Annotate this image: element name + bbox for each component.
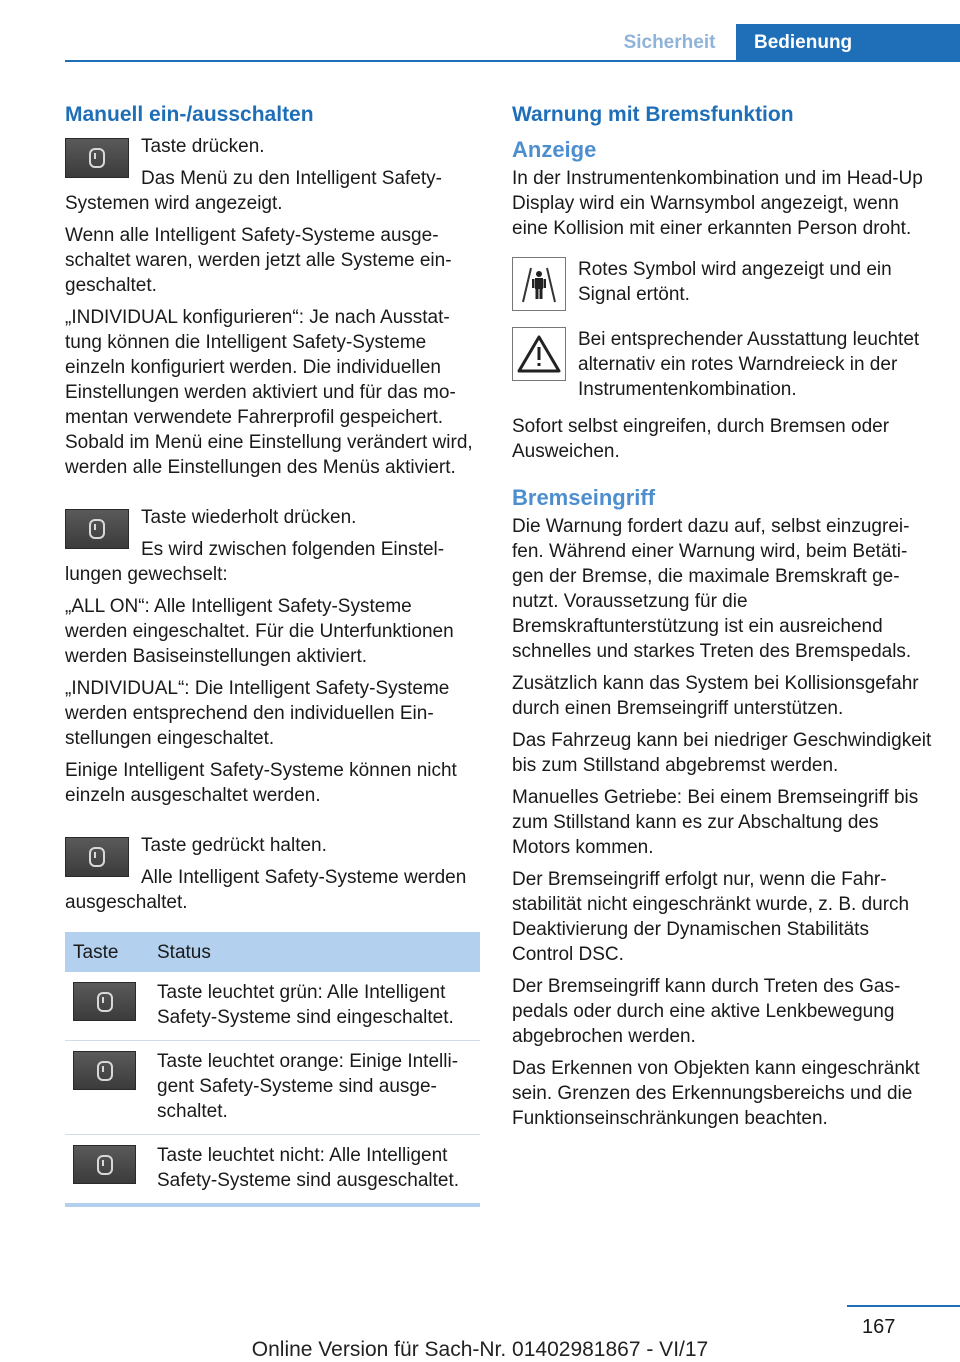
instruction-hold-result: Alle Intelligent Safety-Systeme werden ausgeschaltet. [65, 867, 467, 913]
paragraph: Der Bremseingriff erfolgt nur, wenn die Fahrstabilität nicht eingeschränkt wurde, z. B. durch Deaktivierung der Dynamischen Stabilitäts Control DSC. [512, 869, 910, 965]
right-column [512, 100, 932, 1138]
table-row [65, 1041, 480, 1135]
paragraph: Der Bremseingriff kann durch Treten des Gaspedals oder durch eine aktive Lenkbewegung abgebrochen werden. [512, 976, 901, 1047]
paragraph: Zusätzlich kann das System bei Kollisionsgefahr durch einen Bremseingriff unterstützen. [512, 673, 919, 719]
header-rule [65, 60, 960, 62]
table-cell-status: Taste leuchtet grün: Alle Intelligent Safety-Systeme sind eingeschaltet. [149, 972, 480, 1041]
key-block-hold [65, 833, 478, 922]
instruction-press-result: Das Menü zu den Intelligent Safety-Systemen wird angezeigt. [65, 168, 443, 214]
symbol-triangle-text: Bei entsprechender Ausstattung leuchtet alternativ ein rotes Warndreieck in der Instrumentenkombination. [578, 329, 920, 400]
table-row [65, 1135, 480, 1206]
heading-warnung: Warnung mit Bremsfunktion [512, 103, 794, 126]
symbol-person-text: Rotes Symbol wird angezeigt und ein Signal ertönt. [578, 259, 892, 305]
safety-button-icon [65, 138, 129, 178]
paragraph: Einige Intelligent Safety-Systeme können nicht einzeln ausgeschaltet werden. [65, 760, 457, 806]
person-warning-icon [512, 257, 566, 311]
footer-rule [847, 1305, 960, 1307]
header-tab-sicherheit[interactable]: Sicherheit [623, 32, 716, 53]
subheading-anzeige: Anzeige [512, 137, 597, 162]
table-cell-status: Taste leuchtet nicht: Alle Intelligent Safety-Systeme sind ausgeschaltet. [149, 1135, 480, 1206]
paragraph: Die Warnung fordert dazu auf, selbst einzugreifen. Während einer Warnung wird, beim Betätigen der Bremse, die maximale Bremskraft genutzt. Voraussetzung für die Bremskraftunterstützung ist ein ausreichend schnelles und starkes Treten des Bremspedals. [512, 516, 912, 662]
key-block-repeat [65, 505, 478, 594]
safety-button-icon [65, 837, 129, 877]
table-cell-status: Taste leuchtet orange: Einige Intelligent Safety-Systeme sind ausgeschaltet. [149, 1041, 480, 1135]
subheading-bremseingriff: Bremseingriff [512, 485, 656, 510]
instruction-press: Taste drücken. [141, 136, 265, 157]
safety-button-icon [73, 1145, 136, 1184]
paragraph: Das Erkennen von Objekten kann eingeschränkt sein. Grenzen des Erkennungsbereichs und die Funktionseinschränkungen beachten. [512, 1058, 920, 1129]
instruction-repeat-result: Es wird zwischen folgenden Einstellungen gewechselt: [65, 539, 445, 585]
safety-button-icon [73, 1051, 136, 1090]
table-row [65, 972, 480, 1041]
paragraph: Sofort selbst eingreifen, durch Bremsen oder Ausweichen. [512, 416, 890, 462]
paragraph: „INDIVIDUAL“: Die Intelligent Safety-Systeme werden entsprechend den individuellen Einstellungen eingeschaltet. [65, 678, 450, 749]
warning-triangle-icon [512, 327, 566, 381]
safety-button-icon [65, 509, 129, 549]
safety-button-icon [73, 982, 136, 1021]
symbol-row-triangle [512, 327, 932, 402]
table-header-taste: Taste [65, 932, 149, 972]
paragraph: In der Instrumentenkombination und im Head-Up Display wird ein Warnsymbol angezeigt, wenn eine Kollision mit einer erkannten Person droht. [512, 168, 923, 239]
paragraph: „INDIVIDUAL konfigurieren“: Je nach Ausstattung können die Intelligent Safety-Systeme einzeln konfiguriert werden. Die individuellen Einstellungen werden aktiviert und für das momentan verwendete Fahrerprofil gespeichert. Sobald im Menü eine Einstellung verändert wird, werden alle Einstellungen des Menüs aktiviert. [65, 307, 473, 478]
paragraph: Manuelles Getriebe: Bei einem Bremseingriff bis zum Stillstand kann es zur Abschaltung des Motors kommen. [512, 787, 919, 858]
left-column [65, 100, 478, 1207]
status-table [65, 932, 480, 1207]
table-header-status: Status [149, 932, 480, 972]
paragraph: Wenn alle Intelligent Safety-Systeme ausgeschaltet waren, werden jetzt alle Systeme eingeschaltet. [65, 225, 452, 296]
symbol-row-person [512, 257, 932, 311]
instruction-repeat: Taste wiederholt drücken. [141, 507, 357, 528]
heading-manuell: Manuell ein-/ausschalten [65, 103, 314, 126]
header-tab-bedienung[interactable]: Bedienung [736, 24, 960, 62]
key-block-press [65, 134, 478, 223]
online-version-note: Online Version für Sach-Nr. 01402981867 - VI/17 [251, 1338, 709, 1361]
paragraph: „ALL ON“: Alle Intelligent Safety-Systeme werden eingeschaltet. Für die Unterfunktionen werden Basiseinstellungen aktiviert. [65, 596, 454, 667]
page-number: 167 [862, 1316, 896, 1338]
instruction-hold: Taste gedrückt halten. [141, 835, 327, 856]
paragraph: Das Fahrzeug kann bei niedriger Geschwindigkeit bis zum Stillstand abgebremst werden. [512, 730, 932, 776]
